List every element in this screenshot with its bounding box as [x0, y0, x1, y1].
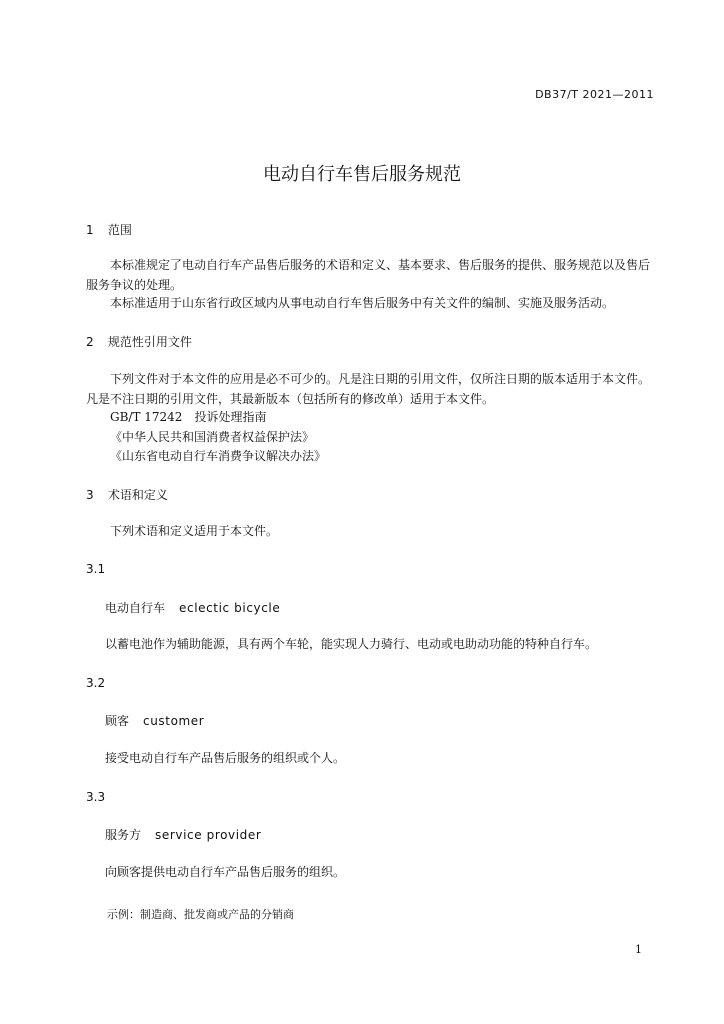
scope-paragraph-1: 本标准规定了电动自行车产品售后服务的术语和定义、基本要求、售后服务的提供、服务规范以及售后服务争议的处理。	[86, 258, 651, 292]
section-title: 规范性引用文件	[107, 335, 192, 349]
term-heading	[105, 826, 261, 843]
term-chinese: 电动自行车	[105, 601, 166, 615]
section-1-heading	[86, 221, 132, 238]
section-title: 术语和定义	[107, 488, 168, 502]
term-definition: 接受电动自行车产品售后服务的组织或个人。	[105, 751, 346, 765]
scope-paragraph-2: 本标准适用于山东省行政区域内从事电动自行车售后服务中有关文件的编制、实施及服务活动。	[110, 296, 615, 310]
example-note: 示例：制造商、批发商或产品的分销商	[107, 908, 294, 921]
term-definition: 以蓄电池作为辅助能源，具有两个车轮，能实现人力骑行、电动或电助动功能的特种自行车。	[105, 637, 598, 651]
terms-intro-paragraph: 下列术语和定义适用于本文件。	[110, 524, 279, 538]
section-number: 1	[86, 223, 94, 237]
reference-item: 《山东省电动自行车消费争议解决办法》	[110, 449, 327, 463]
term-definition: 向顾客提供电动自行车产品售后服务的组织。	[105, 865, 346, 879]
reference-item: 《中华人民共和国消费者权益保护法》	[110, 430, 315, 444]
section-2-heading	[86, 333, 192, 350]
normative-references-paragraph: 下列文件对于本文件的应用是必不可少的。凡是注日期的引用文件，仅所注日期的版本适用于本文件。凡是不注日期的引用文件，其最新版本（包括所有的修改单）适用于本文件。	[86, 372, 651, 406]
term-english: customer	[143, 714, 205, 728]
section-number: 3	[86, 488, 94, 502]
term-heading	[105, 712, 204, 729]
page-number: 1	[635, 943, 642, 956]
term-english: eclectic bicycle	[179, 601, 281, 615]
document-title: 电动自行车售后服务规范	[263, 164, 461, 185]
standard-number: DB37/T 2021—2011	[535, 88, 654, 101]
term-heading	[105, 599, 280, 616]
term-number: 3.1	[86, 562, 106, 576]
term-chinese: 服务方	[105, 828, 142, 842]
section-title: 范围	[107, 223, 132, 237]
section-3-heading	[86, 486, 168, 503]
term-chinese: 顾客	[105, 714, 130, 728]
term-number: 3.3	[86, 790, 106, 804]
term-number: 3.2	[86, 676, 106, 690]
section-number: 2	[86, 335, 94, 349]
reference-item: GB/T 17242 投诉处理指南	[110, 410, 267, 424]
term-english: service provider	[155, 828, 262, 842]
